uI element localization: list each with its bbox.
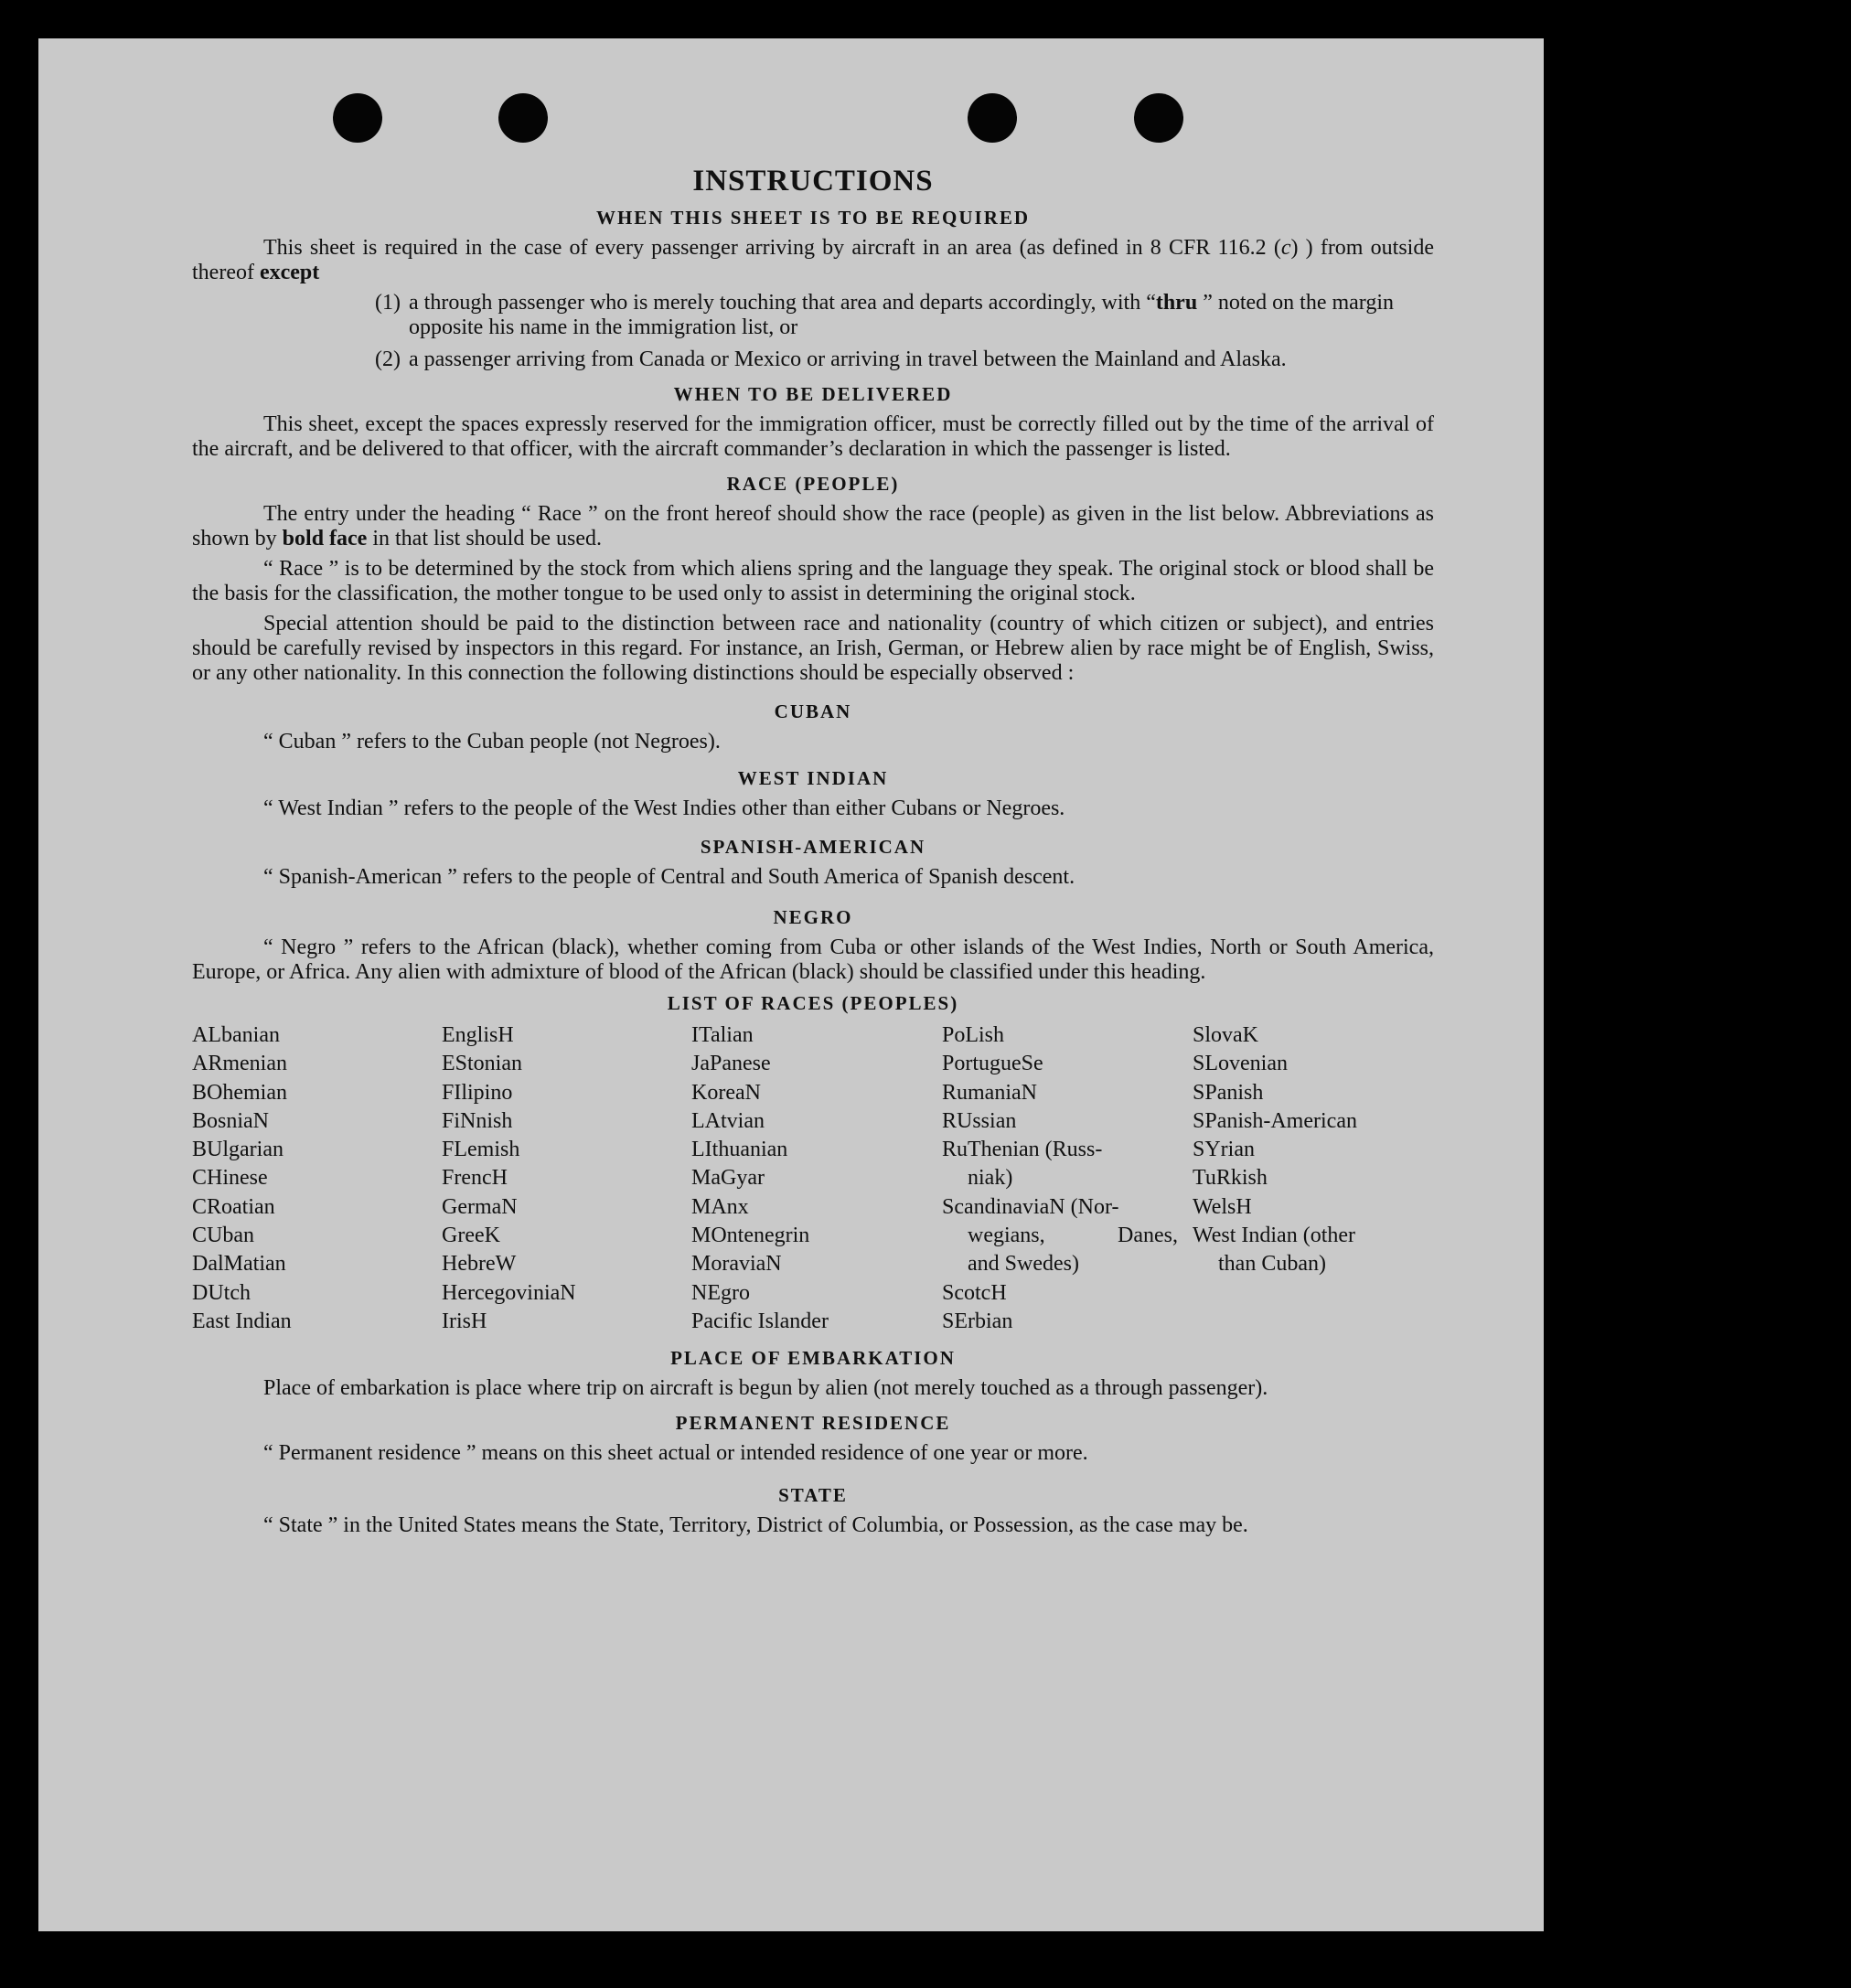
negro-text: “ Negro ” refers to the African (black), whether coming from Cuba or other islands of the West Indies, North or South America, Europe, or Africa. Any alien with admixture of blood of the African (black) should be classified under this heading. [192,935,1434,984]
punch-hole [498,93,548,143]
heading-west-indian: WEST INDIAN [737,767,889,789]
race-entry: CUban [192,1224,254,1248]
sheet-content [192,163,1434,1544]
heading-spanish-american: SPANISH-AMERICAN [700,836,926,858]
exception-text: a passenger arriving from Canada or Mexico or arriving in travel between the Mainland and Alaska. [409,347,1287,371]
races-column [442,1021,691,1336]
instruction-sheet [38,38,1544,1931]
exception-number: (2) [375,347,401,371]
punch-hole [333,93,382,143]
race-entry: RuThenian (Russ- [942,1138,1103,1162]
exception-item [192,291,1434,340]
residence-text: “ Permanent residence ” means on this sheet actual or intended residence of one year or more. [263,1441,1088,1466]
exception-bold: thru [1155,291,1198,315]
race-entry: PoLish [942,1023,1005,1047]
exception-number: (1) [375,291,401,315]
race-entry: DUtch [192,1280,251,1305]
heading-list-of-races: LIST OF RACES (PEOPLES) [667,992,959,1014]
race-entry: ScandinaviaN (Nor- [942,1194,1119,1219]
race-entry: EnglisH [442,1023,514,1047]
required-intro-text: This sheet is required in the case of every passenger arriving by aircraft in an area (as defined in 8 CFR 116.2 ( [263,236,1281,260]
race-entry: ARmenian [192,1052,287,1076]
races-column [1193,1021,1434,1336]
race-entry-word: Danes, [1118,1224,1178,1248]
race-entry: SErbian [942,1309,1013,1333]
race-entry: WelsH [1193,1194,1252,1219]
heading-permanent-residence: PERMANENT RESIDENCE [675,1412,951,1435]
race-entry: CHinese [192,1166,268,1191]
race-entry-continuation: and Swedes) [968,1252,1079,1277]
race-entry: KoreaN [691,1080,761,1105]
race-entry: MaGyar [691,1166,765,1191]
race-entry: MAnx [691,1194,749,1219]
heading-embarkation: PLACE OF EMBARKATION [670,1347,956,1370]
exception-text: a through passenger who is merely touching that area and departs accordingly, with “ [409,291,1156,315]
race-entry: JaPanese [691,1052,771,1076]
race-paragraph: Special attention should be paid to the distinction between race and nationality (country of which citizen or subject), and entries should be carefully revised by inspectors in this regard. For instance, an Irish, German, or Hebrew alien by race might be of English, Swiss, or any other nationality. In this connection the following distinctions should be especially observed : [192,612,1434,685]
race-entry: ScotcH [942,1280,1007,1305]
punch-hole [968,93,1017,143]
spanish-american-text: “ Spanish-American ” refers to the people of Central and South America of Spanish descent. [263,865,1075,889]
race-entry: BUlgarian [192,1138,284,1162]
heading-when-required: WHEN THIS SHEET IS TO BE REQUIRED [595,207,1031,229]
delivered-text: This sheet, except the spaces expressly reserved for the immigration officer, must be correctly filled out by the time of the arrival of the aircraft, and be delivered to that officer, with the aircraft commander’s declaration in which the passenger is listed. [192,412,1434,461]
race-entry: SPanish [1193,1080,1264,1105]
required-intro-text: ) ) from outside thereof [192,236,1434,284]
heading-race: RACE (PEOPLE) [726,473,900,495]
race-entry: HercegoviniaN [442,1280,576,1305]
race-entry: West Indian (other [1193,1224,1356,1248]
race-entry: GermaN [442,1194,518,1219]
race-entry-continuation: than Cuban) [1218,1252,1326,1277]
race-entry: FrencH [442,1166,508,1191]
race-entry: RumaniaN [942,1080,1037,1105]
race-entry: GreeK [442,1224,500,1248]
race-entry: East Indian [192,1309,292,1333]
race-entry: RUssian [942,1108,1017,1133]
race-entry: LIthuanian [691,1138,788,1162]
races-column [691,1021,942,1336]
races-list [192,1021,1434,1336]
race-entry: ITalian [691,1023,754,1047]
race-entry: FLemish [442,1138,520,1162]
race-entry: MOntenegrin [691,1224,810,1248]
race-entry: DalMatian [192,1252,286,1277]
heading-cuban: CUBAN [774,700,852,722]
race-entry: NEgro [691,1280,750,1305]
required-intro-bold: except [259,261,320,284]
race-entry: EStonian [442,1052,522,1076]
race-entry: FIlipino [442,1080,513,1105]
exception-text: ” noted on the margin opposite his name in the immigration list, or [409,291,1395,339]
race-entry: IrisH [442,1309,487,1333]
race-entry: CRoatian [192,1194,275,1219]
race-entry: Pacific Islander [691,1309,829,1333]
race-paragraph-text: in that list should be used. [372,527,602,550]
race-entry-word: wegians, [968,1224,1045,1248]
race-entry: BOhemian [192,1080,287,1105]
race-entry: BosniaN [192,1108,269,1133]
race-entry: SlovaK [1193,1023,1258,1047]
race-entry-continuation [942,1222,1193,1250]
required-intro-italic: c [1280,236,1291,260]
cuban-text: “ Cuban ” refers to the Cuban people (not Negroes). [263,730,721,754]
race-entry: FiNnish [442,1108,513,1133]
race-entry: SLovenian [1193,1052,1288,1076]
race-entry: ALbanian [192,1023,280,1047]
race-paragraph-bold: bold face [282,527,368,550]
races-column [192,1021,442,1336]
embarkation-text: Place of embarkation is place where trip on aircraft is begun by alien (not merely touched as a through passenger). [263,1376,1268,1401]
race-entry: PortugueSe [942,1052,1043,1076]
race-entry-continuation: niak) [968,1166,1013,1191]
heading-state: STATE [778,1484,848,1507]
races-column [942,1021,1193,1336]
heading-negro: NEGRO [773,906,853,928]
race-entry: HebreW [442,1252,517,1277]
race-entry: SPanish-American [1193,1108,1357,1133]
state-text: “ State ” in the United States means the State, Territory, District of Columbia, or Possession, as the case may be. [263,1513,1248,1538]
heading-when-delivered: WHEN TO BE DELIVERED [673,383,953,405]
page-title: INSTRUCTIONS [692,165,934,198]
exception-item [192,347,1434,372]
west-indian-text: “ West Indian ” refers to the people of the West Indies other than either Cubans or Negroes. [263,796,1065,820]
punch-hole [1134,93,1183,143]
race-entry: LAtvian [691,1108,765,1133]
race-entry: SYrian [1193,1138,1255,1162]
race-entry: TuRkish [1193,1166,1268,1191]
race-paragraph: “ Race ” is to be determined by the stock from which aliens spring and the language they speak. The original stock or blood shall be the basis for the classification, the mother tongue to be used only to assist in determining the original stock. [192,557,1434,605]
race-paragraph-text: The entry under the heading “ Race ” on the front hereof should show the race (people) as given in the list below. Abbreviations as shown by [192,502,1434,550]
race-entry: MoraviaN [691,1252,782,1277]
required-intro [192,236,1434,285]
race-paragraph [192,502,1434,551]
